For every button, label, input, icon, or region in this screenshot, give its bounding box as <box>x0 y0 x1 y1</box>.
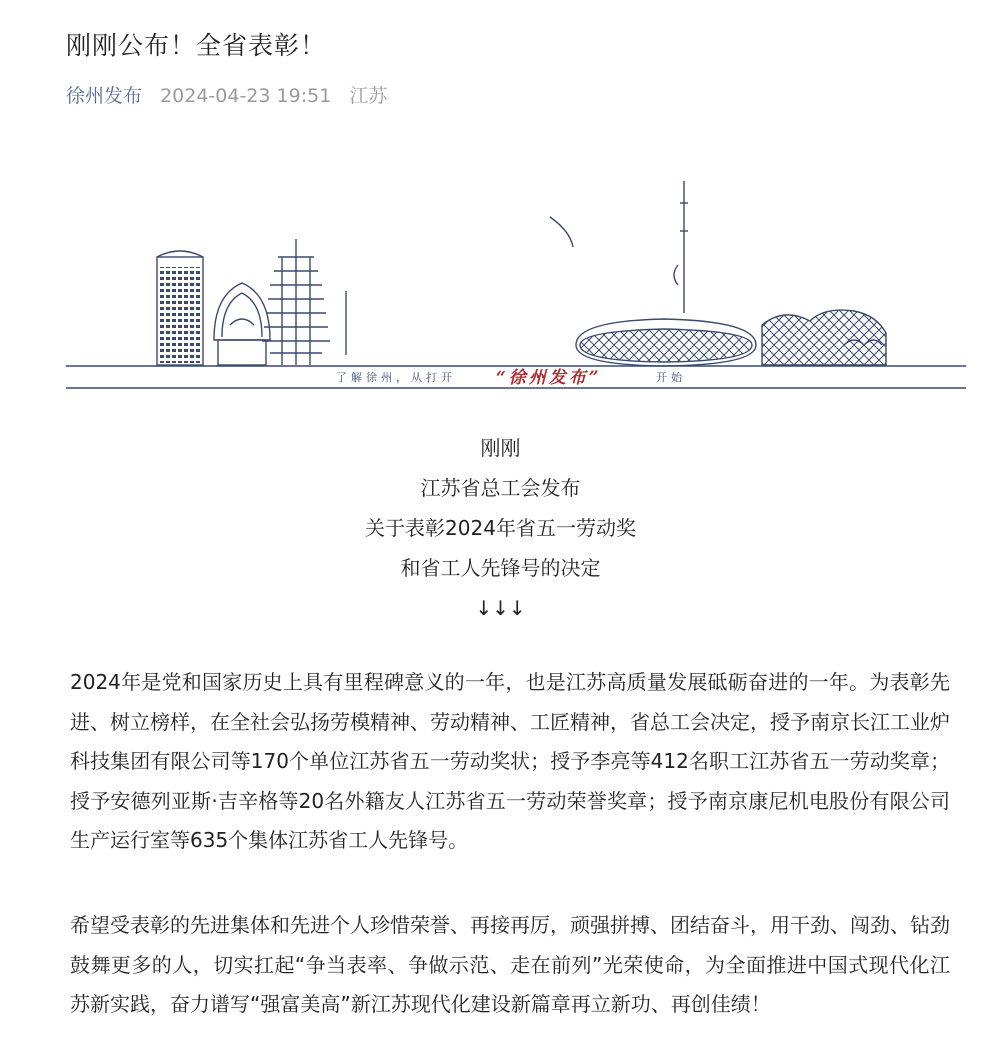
body-paragraph: 2024年是党和国家历史上具有里程碑意义的一年，也是江苏高质量发展砥砺奋进的一年。为表彰先进、树立榜样，在全社会弘扬劳模精神、劳动精神、工匠精神，省总工会决定，授予南京长江工业炉科技集团有限公司等170个单位江苏省五一劳动奖状；授予李亮等412名职工江苏省五一劳动奖章；授予安德列亚斯·吉辛格等20名外籍友人江苏省五一劳动荣誉奖章；授予南京康尼机电股份有限公司生产运行室等635个集体江苏省工人先锋号。 <box>70 670 950 852</box>
down-arrows: ↓↓↓ <box>475 596 526 620</box>
article-meta <box>66 81 399 108</box>
account-name-link[interactable]: 徐州发布 <box>66 85 143 107</box>
article-title: 刚刚公布！全省表彰！ <box>66 31 327 60</box>
banner-slogan-prefix: 了解徐州，从打开 <box>336 371 456 384</box>
intro-line: 和省工人先锋号的决定 <box>400 556 601 580</box>
publish-datetime: 2024-04-23 19:51 <box>160 85 332 107</box>
publish-location: 江苏 <box>349 85 388 107</box>
skyline-banner-image <box>64 175 968 395</box>
banner-slogan-suffix: 开始 <box>656 371 686 384</box>
banner-slogan-brand: “徐州发布” <box>496 368 602 388</box>
intro-line: 刚刚 <box>480 436 521 460</box>
intro-announcement <box>0 428 1001 628</box>
body-paragraph: 希望受表彰的先进集体和先进个人珍惜荣誉、再接再厉，顽强拼搏、团结奋斗，用干劲、闯劲、钻劲鼓舞更多的人，切实扛起“争当表率、争做示范、走在前列”光荣使命，为全面推进中国式现代化江苏新实践，奋力谱写“强富美高”新江苏现代化建设新篇章再立新功、再创佳绩！ <box>70 913 950 1016</box>
xuzhou-skyline-illustration <box>64 175 968 395</box>
intro-line: 关于表彰2024年省五一劳动奖 <box>365 516 636 540</box>
intro-line: 江苏省总工会发布 <box>420 476 581 500</box>
